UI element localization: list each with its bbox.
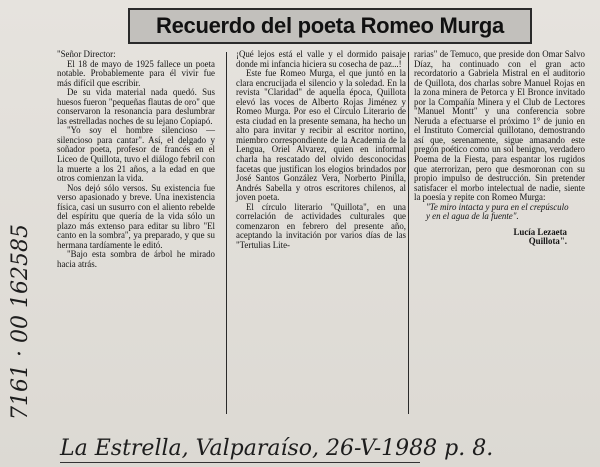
poem-line: y en el agua de la fuente". — [426, 211, 519, 222]
paragraph: "Yo soy el hombre silencioso —silencioso para cantar". Así, el delgado y soñador poeta, profesor de francés en el Liceo de Quillota, tuvo el diálogo febril con la muerte a los 21 años, a la edad en que otros comienzan la vida. — [57, 125, 215, 184]
article-title: Recuerdo del poeta Romeo Murga — [156, 13, 504, 38]
margin-note-text: 7161 · 00 162585 — [8, 224, 33, 420]
paragraph: ¡Qué lejos está el valle y el dormido paisaje donde mi infancia hiciera su cosecha de paz...! — [236, 49, 406, 69]
paragraph: rarias" de Temuco, que preside don Omar Salvo Díaz, ha continuado con el gran acto recordatorio a Gabriela Mistral en el auditorio de Quillota, dos charlas sobre Manuel Rojas en la zona minera de Petorca y El Bronce invitado por la Compañía Minera y el Club de Lectores "Manuel Montt" y una conferencia sobre Neruda a efectuarse el próximo 1° de junio en el Instituto Comercial quillotano, demostrando así que, serenamente, sigue amasando este pregón poético como un sol benigno, verdadero Poema de la Fiesta, para espantar los rugidos que aterrorizan, pero que desmoronan con su propio impulso de destrucción. Sin pretender satisfacer el morbo intelectual de nadie, siente la poesía y repite con Romeo Murga: — [414, 49, 585, 203]
handwritten-underline — [60, 462, 420, 463]
paragraph: "Bajo esta sombra de árbol he mirado hacia atrás. — [57, 249, 215, 270]
article-column-2 — [236, 50, 406, 250]
article-column-3 — [414, 50, 585, 247]
salutation: "Señor Director: — [57, 49, 116, 59]
handwritten-source-note: La Estrella, Valparaíso, 26-V-1988 p. 8. — [60, 436, 494, 461]
poem-line: "Te miro intacta y pura en el crepúsculo — [426, 201, 569, 212]
paragraph: El 18 de mayo de 1925 fallece un poeta notable. Probablemente para él vivir fue más difícil que escribir. — [57, 58, 215, 88]
paragraph: De su vida material nada quedó. Sus huesos fueron "pequeñas flautas de oro" que conservaron la resonancia para deslumbrar las estrelladas noches de su lejano Copiapó. — [57, 87, 215, 126]
signature-place: Quillota". — [528, 236, 567, 247]
paragraph: El círculo literario "Quillota", en una correlación de actividades culturales que comenzaron en febrero del presente año, aceptando la invitación por varios días de las "Tertulias Lite- — [236, 201, 406, 250]
paragraph: Nos dejó sólo versos. Su existencia fue verso apasionado y breve. Una inexistencia física, casi un susurro con el aliento rebelde del espíritu que quería de la vida sólo un plazo más extenso para editar su libro "El canto en la sombra", ya preparado, y que su hermana tardíamente le editó. — [57, 182, 215, 250]
headline-box — [128, 8, 532, 44]
handwritten-margin-note — [8, 170, 48, 420]
article-column-1 — [57, 50, 215, 270]
paragraph: Este fue Romeo Murga, el que juntó en la clara encrucijada el silencio y la soledad. En la revista "Claridad" de aquella época, Quillota elevó las voces de Alberto Rojas Jiménez y Romeo Murga. Por eso el Círculo Literario de esta ciudad en la presente semana, ha hecho un alto para invitar y recibir al escritor nortino, miembro correspondiente de la Academia de la Lengua, Oriel Alvarez, quien en informal charla ha rescatado del olvido desconocidas facetas que justifican los elogios brindados por José Santos González Vera, Norberto Pinilla, Andrés Sabella y otros escritores chilenos, al joven poeta. — [236, 68, 406, 203]
signature-name: Lucía Lezaeta — [513, 226, 567, 237]
column-divider-1 — [226, 52, 227, 414]
column-divider-2 — [408, 52, 409, 414]
